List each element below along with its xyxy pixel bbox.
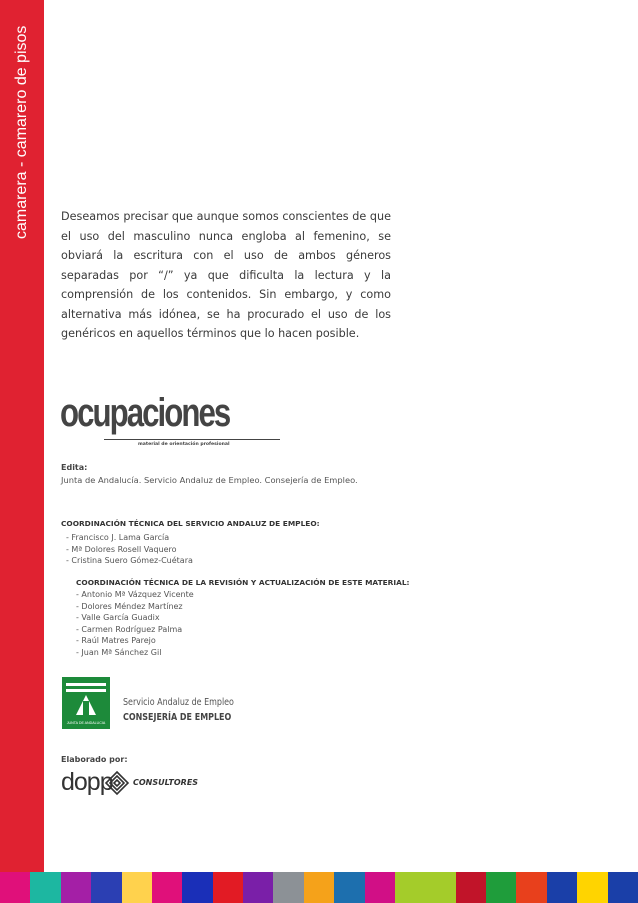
sae-name: Servicio Andaluz de Empleo [123, 697, 234, 708]
list-item: - Carmen Rodríguez Palma [76, 624, 183, 634]
revision-title: COORDINACIÓN TÉCNICA DE LA REVISIÓN Y ACTUALIZACIÓN DE ESTE MATERIAL: [76, 578, 410, 587]
dopp-word: dopp [61, 768, 113, 796]
color-stripe [425, 872, 455, 903]
color-stripe [122, 872, 152, 903]
dopp-suffix: CONSULTORES [133, 778, 199, 787]
logo-subtitle: material de orientación profesional [138, 442, 230, 447]
junta-emblem-icon [62, 677, 110, 729]
color-stripe [152, 872, 182, 903]
dopp-maze-icon [104, 770, 130, 796]
sidebar-title [9, 25, 35, 439]
logo-underline [104, 439, 280, 440]
sidebar-title-text: camarera - camarero de pisos [13, 25, 30, 239]
edita-label: Edita: [61, 463, 88, 472]
color-stripe [91, 872, 121, 903]
elaborado-label: Elaborado por: [61, 755, 128, 764]
color-stripe [304, 872, 334, 903]
color-stripe [608, 872, 638, 903]
list-item: - Juan Mª Sánchez Gil [76, 647, 162, 657]
color-stripe [456, 872, 486, 903]
list-item: - Mª Dolores Rosell Vaquero [66, 544, 177, 554]
ocupaciones-logo [60, 393, 280, 453]
intro-paragraph: Deseamos precisar que aunque somos conscientes de que el uso del masculino nunca engloba al femenino, se obviará la escritura con el uso de ambos géneros separadas por “/” ya que dificulta la lectura y la comprensión de los contenidos. Sin embargo, y como alternativa más idónea, se ha procurado el uso de los genéricos en aquellos términos que lo hacen posible. [61, 210, 391, 340]
color-stripe [547, 872, 577, 903]
list-item: - Francisco J. Lama García [66, 533, 170, 542]
list-item: - Antonio Mª Vázquez Vicente [76, 590, 194, 599]
color-stripe [486, 872, 516, 903]
list-item: - Valle García Guadix [76, 613, 160, 623]
color-stripe [0, 872, 30, 903]
list-item: - Dolores Méndez Martínez [76, 601, 183, 611]
logo-word: ocupaciones [60, 391, 230, 435]
coordination-list [66, 532, 193, 567]
sidebar-band [0, 0, 44, 872]
color-stripe [365, 872, 395, 903]
coordination-title: COORDINACIÓN TÉCNICA DEL SERVICIO ANDALUZ DE EMPLEO: [61, 519, 320, 528]
color-stripe [61, 872, 91, 903]
color-stripe-bar [0, 872, 638, 903]
junta-logo-text: JUNTA DE ANDALUCIA [66, 721, 106, 725]
color-stripe [30, 872, 60, 903]
color-stripe [273, 872, 303, 903]
consejeria-name: CONSEJERÍA DE EMPLEO [123, 712, 232, 723]
color-stripe [243, 872, 273, 903]
color-stripe [334, 872, 364, 903]
color-stripe [577, 872, 607, 903]
dopp-consultores-logo [61, 767, 199, 803]
color-stripe [516, 872, 546, 903]
revision-list [76, 589, 194, 659]
color-stripe [213, 872, 243, 903]
list-item: - Cristina Suero Gómez-Cuétara [66, 556, 193, 566]
color-stripe [182, 872, 212, 903]
color-stripe [395, 872, 425, 903]
edita-text: Junta de Andalucía. Servicio Andaluz de Empleo. Consejería de Empleo. [61, 475, 358, 485]
junta-andalucia-logo [62, 677, 110, 729]
list-item: - Raúl Matres Parejo [76, 636, 156, 646]
